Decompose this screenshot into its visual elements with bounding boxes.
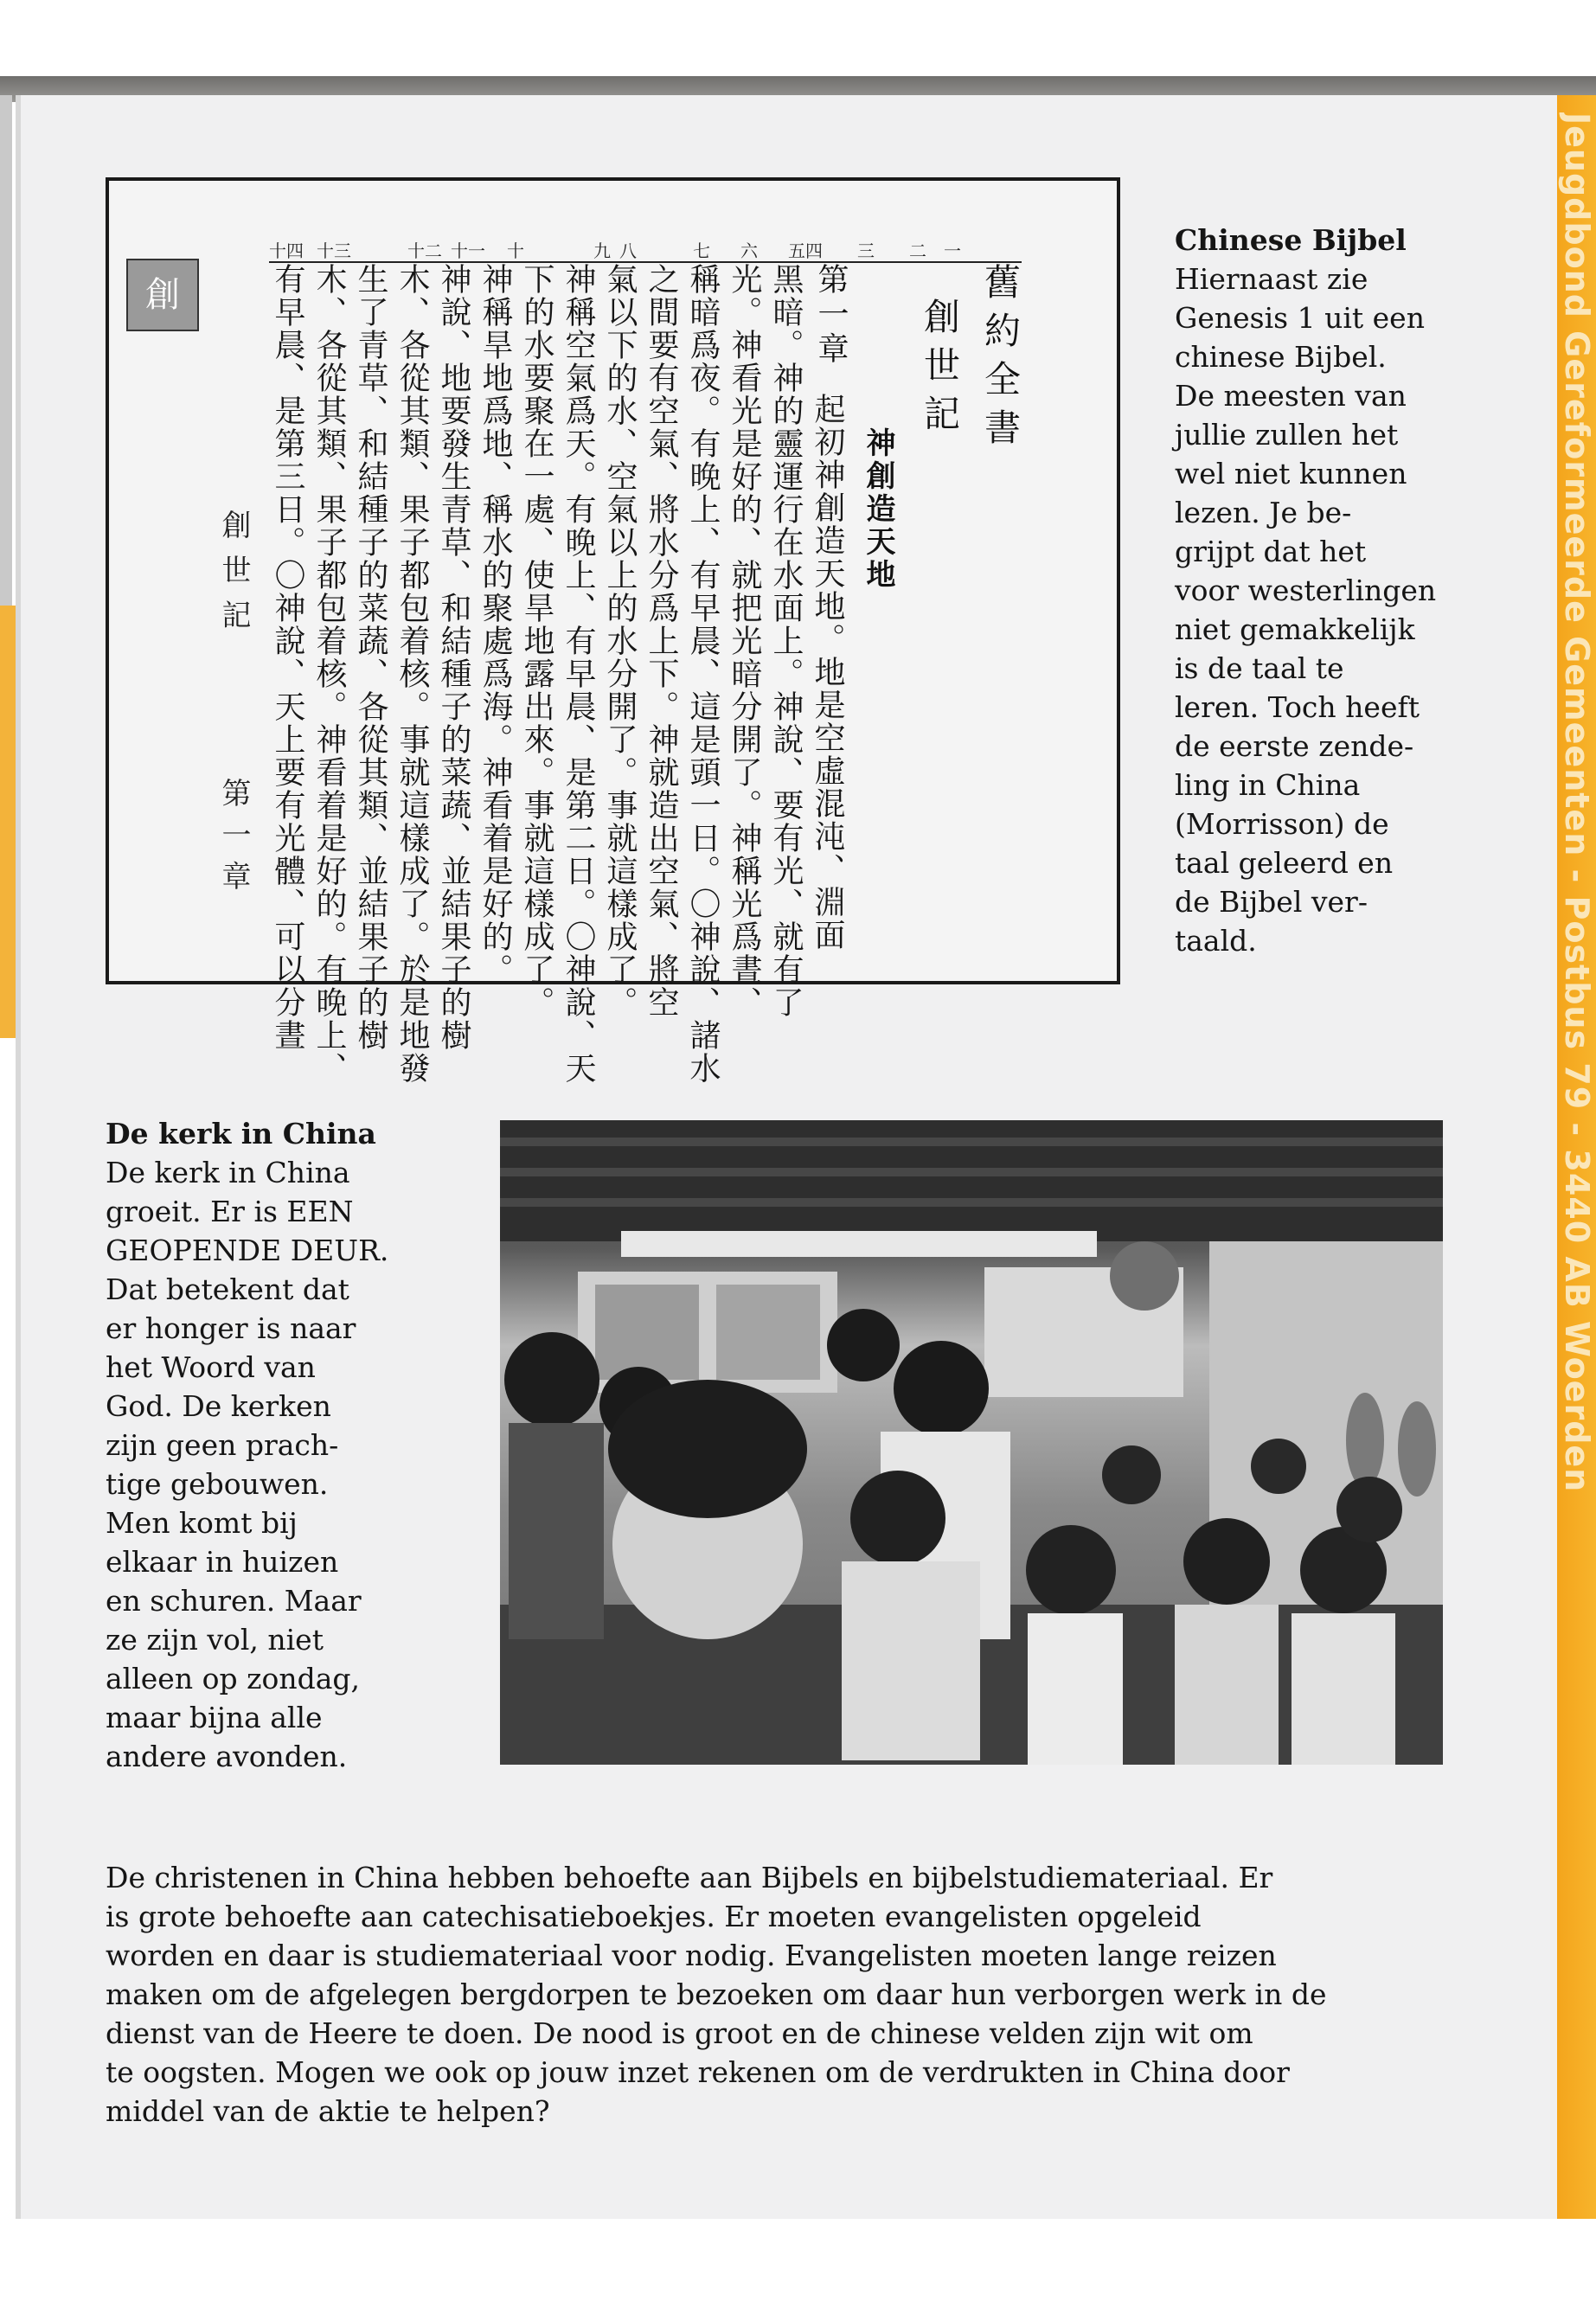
verse-number: 十二 (407, 240, 442, 261)
text-line: chinese Bijbel. (1175, 340, 1387, 374)
text-line: en schuren. Maar (106, 1584, 362, 1618)
verse-number: 十一 (451, 240, 485, 261)
spine-text: Jeugdbond Gereformeerde Gemeenten - Postbus 79 - 3440 AB Woerden (1558, 112, 1596, 1493)
appeal-paragraph (106, 1858, 1455, 2131)
church-gathering-photo (500, 1120, 1443, 1765)
verse-number-row (269, 237, 1022, 263)
verse-number: 三 (857, 240, 875, 261)
text-line: lezen. Je be- (1175, 496, 1352, 529)
verse-number: 七 (693, 240, 710, 261)
bible-column: 神說、地要發生青草、和結種子的菜蔬、並結果子的樹 (436, 263, 471, 1052)
bible-text-columns (269, 263, 1065, 1085)
bible-column-first: 起初神創造天地。地是空虛混沌、淵面 (810, 393, 845, 952)
kerk-block (106, 1114, 443, 1776)
verse-number: 十四 (269, 240, 304, 261)
text-line: middel van de aktie te helpen? (106, 2094, 550, 2128)
text-line: is de taal te (1175, 651, 1344, 685)
text-line: de Bijbel ver- (1175, 885, 1368, 919)
scan-background (0, 0, 1596, 76)
section-title: De kerk in China (106, 1117, 376, 1150)
page-left-edge (0, 95, 12, 606)
bible-column: 木、各從其類、果子都包着核。事就這樣成了。於是地發 (394, 263, 430, 1085)
text-line: voor westerlingen (1175, 574, 1437, 607)
chinese-bible-figure (106, 177, 1120, 1085)
text-line: Dat betekent dat (106, 1272, 349, 1306)
bible-column: 下的水要聚在一處、使旱地露出來。事就這樣成了。 (519, 263, 554, 1019)
verse-number: 六 (740, 240, 758, 261)
text-line: ze zijn vol, niet (106, 1623, 324, 1657)
bible-column: 黑暗。神的靈運行在水面上。神說、要有光、就有了 (768, 263, 804, 1019)
verse-number: 十 (507, 240, 524, 261)
text-line: groeit. Er is EEN (106, 1195, 354, 1228)
text-line: leren. Toch heeft (1175, 690, 1420, 724)
text-line: maken om de afgelegen bergdorpen te bezoeken om daar hun verborgen werk in de (106, 1977, 1327, 2011)
text-line: alleen op zondag, (106, 1662, 360, 1695)
text-line: er honger is naar (106, 1311, 356, 1345)
text-line: worden en daar is studiemateriaal voor nodig. Evangelisten moeten lange reizen (106, 1939, 1277, 1972)
text-line: jullie zullen het (1175, 418, 1399, 452)
text-line: De meesten van (1175, 379, 1407, 413)
text-line: De christenen in China hebben behoefte aan Bijbels en bijbelstudiemateriaal. Er (106, 1861, 1273, 1894)
bible-column: 光。神看光是好的、就把光暗分開了。神稱光爲晝、 (727, 263, 762, 1019)
testament-title: 舊約全書 (979, 263, 1022, 457)
text-line: is grote behoefte aan catechisatieboekjes. Er moeten evangelisten opgeleid (106, 1900, 1202, 1933)
section-title: Chinese Bijbel (1175, 223, 1407, 257)
text-line: te oogsten. Mogen we ook op jouw inzet rekenen om de verdrukten in China door (106, 2055, 1290, 2089)
text-line: Genesis 1 uit een (1175, 301, 1425, 335)
chinese-bijbel-block (1175, 221, 1512, 960)
text-line: grijpt dat het (1175, 535, 1367, 568)
verse-number: 九 (593, 240, 611, 261)
verse-number: 二 (909, 240, 926, 261)
bible-column: 木、各從其類、果子都包着核。神看着是好的。有晚上、 (311, 263, 347, 1085)
text-line: dienst van de Heere te doen. De nood is groot en de chinese velden zijn wit om (106, 2016, 1253, 2050)
section-title: 神創造天地 (861, 427, 895, 592)
verse-number: 十三 (317, 240, 351, 261)
side-book-label: 創世記 (216, 510, 251, 644)
text-line: Men komt bij (106, 1506, 298, 1540)
bible-tab: 創 (126, 259, 199, 331)
text-line: het Woord van (106, 1350, 316, 1384)
bible-column: 稱暗爲夜。有晚上、有早晨、這是頭一日。〇神說、諸水 (685, 263, 721, 1085)
book-title: 創世記 (919, 298, 961, 443)
text-line: elkaar in huizen (106, 1545, 339, 1579)
text-line: maar bijna alle (106, 1701, 323, 1734)
bible-column: 神稱空氣爲天。有晚上、有早晨、是第二日。〇神說、天 (561, 263, 596, 1085)
verse-number: 八 (619, 240, 637, 261)
text-line: andere avonden. (106, 1740, 348, 1773)
text-line: De kerk in China (106, 1156, 350, 1189)
bible-column: 有早晨、是第三日。〇神說、天上要有光體、可以分晝 (270, 263, 305, 1052)
side-chapter-label: 第一章 (216, 778, 251, 902)
verse-number: 五四 (788, 240, 823, 261)
page-left-tab (0, 606, 16, 1038)
text-line: Hiernaast zie (1175, 262, 1368, 296)
bible-column: 神稱旱地爲地、稱水的聚處爲海。神看着是好的。 (478, 263, 513, 986)
bible-column: 氣以下的水、空氣以上的水分開了。事就這樣成了。 (602, 263, 638, 1019)
bible-column: 之間要有空氣、將水分爲上下。神就造出空氣、將空 (644, 263, 679, 1019)
chapter-title: 第一章 (813, 263, 849, 367)
text-line: GEOPENDE DEUR. (106, 1234, 389, 1267)
bible-column: 生了青草、和結種子的菜蔬、各從其類、並結果子的樹 (353, 263, 388, 1052)
text-line: ling in China (1175, 768, 1361, 802)
text-line: God. De kerken (106, 1389, 331, 1423)
text-line: taal geleerd en (1175, 846, 1394, 880)
text-line: tige gebouwen. (106, 1467, 329, 1501)
scan-bottom (0, 2219, 1596, 2301)
text-line: zijn geen prach- (106, 1428, 339, 1462)
text-line: (Morrisson) de (1175, 807, 1389, 841)
verse-number: 一 (944, 240, 961, 261)
text-line: de eerste zende- (1175, 729, 1414, 763)
text-line: wel niet kunnen (1175, 457, 1407, 490)
text-line: niet gemakkelijk (1175, 612, 1415, 646)
text-line: taald. (1175, 924, 1257, 958)
